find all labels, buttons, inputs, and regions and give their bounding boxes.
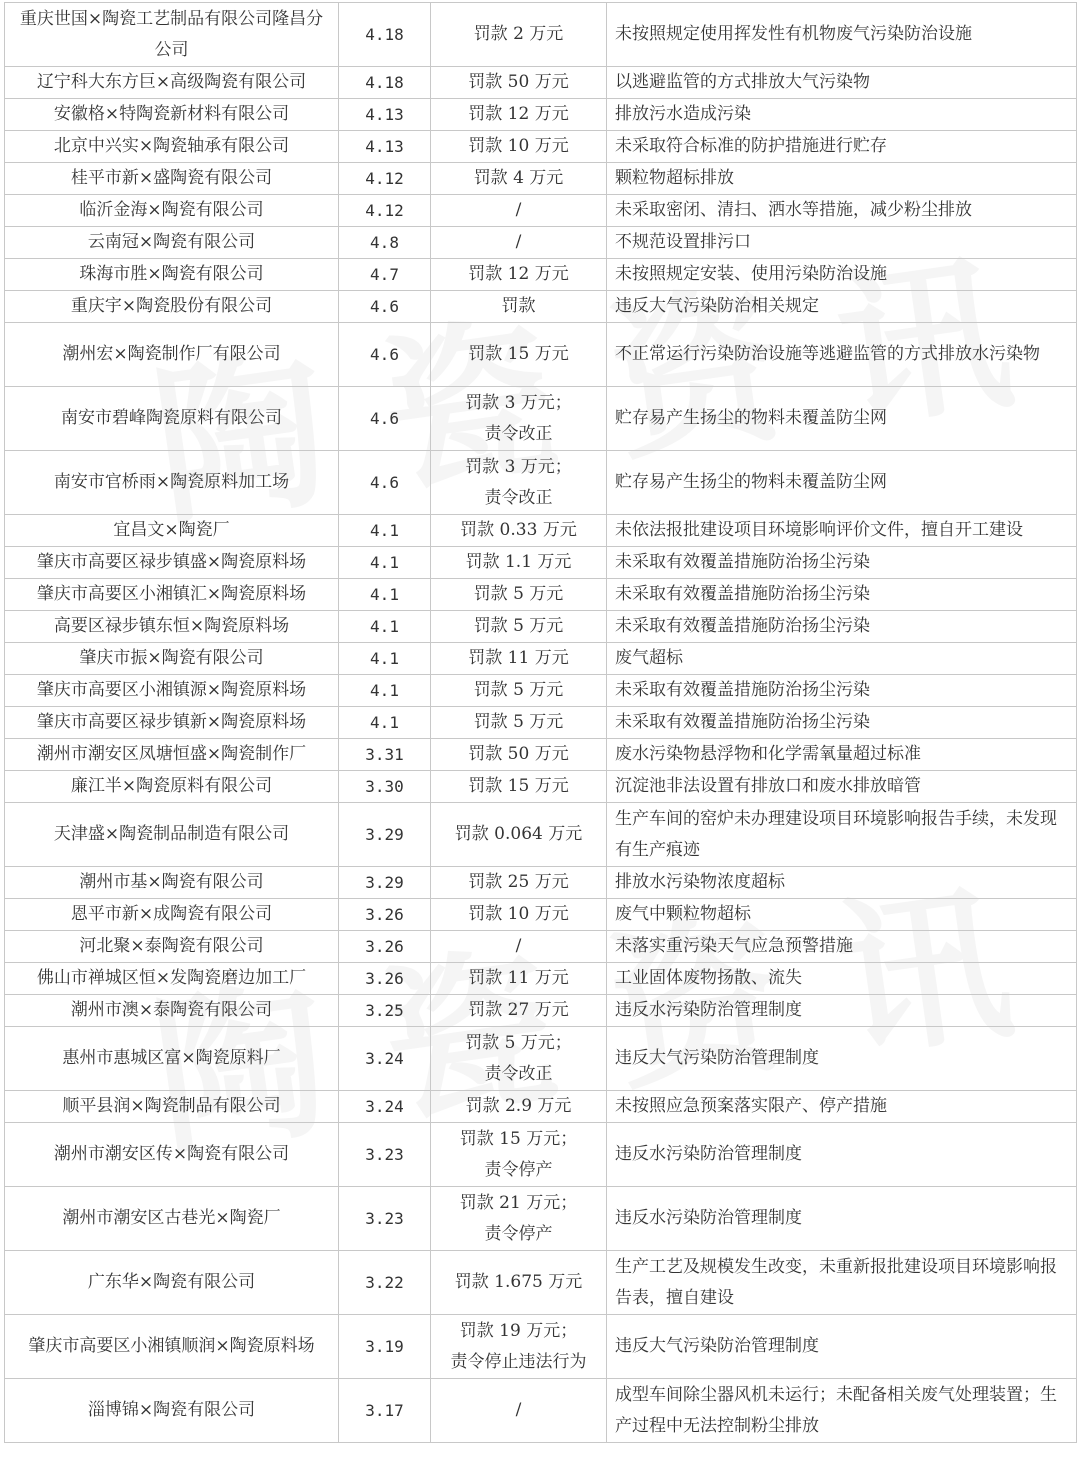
company-cell: 天津盛×陶瓷制品制造有限公司 <box>5 803 339 867</box>
company-cell: 珠海市胜×陶瓷有限公司 <box>5 259 339 291</box>
penalty-cell: 罚款 25 万元 <box>431 867 607 899</box>
penalty-cell: 罚款 15 万元 <box>431 323 607 387</box>
date-cell: 3.30 <box>339 771 431 803</box>
company-cell: 安徽格×特陶瓷新材料有限公司 <box>5 99 339 131</box>
date-cell: 4.1 <box>339 643 431 675</box>
company-cell: 潮州市潮安区传×陶瓷有限公司 <box>5 1123 339 1187</box>
penalty-cell: 罚款 5 万元 <box>431 675 607 707</box>
penalty-cell: / <box>431 195 607 227</box>
reason-cell: 不正常运行污染防治设施等逃避监管的方式排放水污染物 <box>607 323 1077 387</box>
date-cell: 4.6 <box>339 451 431 515</box>
table-row <box>5 803 1077 867</box>
date-cell: 3.23 <box>339 1123 431 1187</box>
penalty-table-body <box>5 3 1077 1443</box>
table-row <box>5 995 1077 1027</box>
company-cell: 桂平市新×盛陶瓷有限公司 <box>5 163 339 195</box>
penalty-cell: 罚款 5 万元； 责令改正 <box>431 1027 607 1091</box>
date-cell: 4.13 <box>339 131 431 163</box>
table-row <box>5 931 1077 963</box>
reason-cell: 以逃避监管的方式排放大气污染物 <box>607 67 1077 99</box>
table-row <box>5 899 1077 931</box>
reason-cell: 工业固体废物扬散、流失 <box>607 963 1077 995</box>
penalty-cell: 罚款 12 万元 <box>431 99 607 131</box>
date-cell: 4.1 <box>339 707 431 739</box>
date-cell: 4.8 <box>339 227 431 259</box>
table-row <box>5 643 1077 675</box>
table-row <box>5 323 1077 387</box>
reason-cell: 未采取有效覆盖措施防治扬尘污染 <box>607 547 1077 579</box>
penalty-cell: 罚款 12 万元 <box>431 259 607 291</box>
date-cell: 4.1 <box>339 611 431 643</box>
penalty-cell: 罚款 50 万元 <box>431 67 607 99</box>
reason-cell: 未采取有效覆盖措施防治扬尘污染 <box>607 707 1077 739</box>
table-row <box>5 99 1077 131</box>
company-cell: 重庆宇×陶瓷股份有限公司 <box>5 291 339 323</box>
date-cell: 3.25 <box>339 995 431 1027</box>
date-cell: 3.19 <box>339 1315 431 1379</box>
company-cell: 南安市碧峰陶瓷原料有限公司 <box>5 387 339 451</box>
date-cell: 3.24 <box>339 1091 431 1123</box>
penalty-cell: 罚款 21 万元； 责令停产 <box>431 1187 607 1251</box>
table-row <box>5 707 1077 739</box>
date-cell: 3.22 <box>339 1251 431 1315</box>
penalty-cell: 罚款 3 万元； 责令改正 <box>431 451 607 515</box>
reason-cell: 未采取有效覆盖措施防治扬尘污染 <box>607 675 1077 707</box>
date-cell: 3.29 <box>339 867 431 899</box>
reason-cell: 废气中颗粒物超标 <box>607 899 1077 931</box>
reason-cell: 未按照应急预案落实限产、停产措施 <box>607 1091 1077 1123</box>
reason-cell: 违反水污染防治管理制度 <box>607 995 1077 1027</box>
table-row <box>5 515 1077 547</box>
penalty-cell: 罚款 10 万元 <box>431 131 607 163</box>
company-cell: 佛山市禅城区恒×发陶瓷磨边加工厂 <box>5 963 339 995</box>
company-cell: 高要区禄步镇东恒×陶瓷原料场 <box>5 611 339 643</box>
reason-cell: 未按照规定安装、使用污染防治设施 <box>607 259 1077 291</box>
penalty-cell: / <box>431 227 607 259</box>
date-cell: 4.6 <box>339 291 431 323</box>
table-row <box>5 227 1077 259</box>
penalty-cell: 罚款 5 万元 <box>431 579 607 611</box>
penalty-cell: 罚款 0.064 万元 <box>431 803 607 867</box>
company-cell: 云南冠×陶瓷有限公司 <box>5 227 339 259</box>
company-cell: 肇庆市高要区小湘镇顺润×陶瓷原料场 <box>5 1315 339 1379</box>
penalty-cell: 罚款 2.9 万元 <box>431 1091 607 1123</box>
reason-cell: 未按照规定使用挥发性有机物废气污染防治设施 <box>607 3 1077 67</box>
table-row <box>5 387 1077 451</box>
table-row <box>5 579 1077 611</box>
penalty-cell: 罚款 4 万元 <box>431 163 607 195</box>
penalty-cell: 罚款 15 万元； 责令停产 <box>431 1123 607 1187</box>
date-cell: 4.12 <box>339 163 431 195</box>
reason-cell: 未采取有效覆盖措施防治扬尘污染 <box>607 611 1077 643</box>
table-row <box>5 675 1077 707</box>
table-row <box>5 131 1077 163</box>
date-cell: 4.1 <box>339 579 431 611</box>
date-cell: 4.7 <box>339 259 431 291</box>
company-cell: 肇庆市高要区禄步镇盛×陶瓷原料场 <box>5 547 339 579</box>
reason-cell: 违反水污染防治管理制度 <box>607 1123 1077 1187</box>
table-row <box>5 67 1077 99</box>
table-row <box>5 195 1077 227</box>
table-row <box>5 1315 1077 1379</box>
table-row <box>5 547 1077 579</box>
table-row <box>5 1027 1077 1091</box>
reason-cell: 排放水污染物浓度超标 <box>607 867 1077 899</box>
reason-cell: 未依法报批建设项目环境影响评价文件，擅自开工建设 <box>607 515 1077 547</box>
penalty-cell: 罚款 27 万元 <box>431 995 607 1027</box>
company-cell: 廉江半×陶瓷原料有限公司 <box>5 771 339 803</box>
reason-cell: 未采取符合标准的防护措施进行贮存 <box>607 131 1077 163</box>
company-cell: 广东华×陶瓷有限公司 <box>5 1251 339 1315</box>
table-row <box>5 451 1077 515</box>
reason-cell: 废水污染物悬浮物和化学需氧量超过标准 <box>607 739 1077 771</box>
reason-cell: 违反大气污染防治管理制度 <box>607 1315 1077 1379</box>
table-row <box>5 867 1077 899</box>
reason-cell: 生产车间的窑炉未办理建设项目环境影响报告手续，未发现有生产痕迹 <box>607 803 1077 867</box>
date-cell: 4.1 <box>339 675 431 707</box>
penalty-cell: 罚款 3 万元； 责令改正 <box>431 387 607 451</box>
reason-cell: 不规范设置排污口 <box>607 227 1077 259</box>
penalty-cell: / <box>431 1379 607 1443</box>
penalty-cell: 罚款 <box>431 291 607 323</box>
date-cell: 4.13 <box>339 99 431 131</box>
penalty-cell: 罚款 5 万元 <box>431 707 607 739</box>
company-cell: 临沂金海×陶瓷有限公司 <box>5 195 339 227</box>
penalty-cell: 罚款 2 万元 <box>431 3 607 67</box>
date-cell: 4.18 <box>339 67 431 99</box>
reason-cell: 违反水污染防治管理制度 <box>607 1187 1077 1251</box>
reason-cell: 未采取有效覆盖措施防治扬尘污染 <box>607 579 1077 611</box>
reason-cell: 贮存易产生扬尘的物料未覆盖防尘网 <box>607 451 1077 515</box>
company-cell: 恩平市新×成陶瓷有限公司 <box>5 899 339 931</box>
penalty-cell: 罚款 10 万元 <box>431 899 607 931</box>
penalty-cell: 罚款 5 万元 <box>431 611 607 643</box>
reason-cell: 未落实重污染天气应急预警措施 <box>607 931 1077 963</box>
reason-cell: 生产工艺及规模发生改变，未重新报批建设项目环境影响报告表，擅自建设 <box>607 1251 1077 1315</box>
date-cell: 4.1 <box>339 515 431 547</box>
date-cell: 3.26 <box>339 963 431 995</box>
table-row <box>5 1379 1077 1443</box>
table-row <box>5 259 1077 291</box>
penalty-cell: 罚款 19 万元； 责令停止违法行为 <box>431 1315 607 1379</box>
company-cell: 河北聚×泰陶瓷有限公司 <box>5 931 339 963</box>
table-row <box>5 1251 1077 1315</box>
penalty-cell: 罚款 15 万元 <box>431 771 607 803</box>
penalty-cell: 罚款 1.675 万元 <box>431 1251 607 1315</box>
date-cell: 3.31 <box>339 739 431 771</box>
penalty-cell: 罚款 1.1 万元 <box>431 547 607 579</box>
table-row <box>5 3 1077 67</box>
company-cell: 肇庆市高要区小湘镇源×陶瓷原料场 <box>5 675 339 707</box>
company-cell: 宜昌文×陶瓷厂 <box>5 515 339 547</box>
date-cell: 4.1 <box>339 547 431 579</box>
table-row <box>5 291 1077 323</box>
company-cell: 辽宁科大东方巨×高级陶瓷有限公司 <box>5 67 339 99</box>
penalty-cell: / <box>431 931 607 963</box>
date-cell: 4.12 <box>339 195 431 227</box>
company-cell: 顺平县润×陶瓷制品有限公司 <box>5 1091 339 1123</box>
table-row <box>5 1187 1077 1251</box>
table-row <box>5 963 1077 995</box>
penalty-cell: 罚款 11 万元 <box>431 643 607 675</box>
date-cell: 3.17 <box>339 1379 431 1443</box>
company-cell: 潮州宏×陶瓷制作厂有限公司 <box>5 323 339 387</box>
penalty-table <box>4 2 1077 1443</box>
company-cell: 肇庆市振×陶瓷有限公司 <box>5 643 339 675</box>
table-row <box>5 163 1077 195</box>
company-cell: 潮州市潮安区凤塘恒盛×陶瓷制作厂 <box>5 739 339 771</box>
company-cell: 南安市官桥雨×陶瓷原料加工场 <box>5 451 339 515</box>
date-cell: 3.26 <box>339 931 431 963</box>
company-cell: 肇庆市高要区禄步镇新×陶瓷原料场 <box>5 707 339 739</box>
table-row <box>5 1091 1077 1123</box>
date-cell: 4.18 <box>339 3 431 67</box>
reason-cell: 颗粒物超标排放 <box>607 163 1077 195</box>
reason-cell: 未采取密闭、清扫、洒水等措施，减少粉尘排放 <box>607 195 1077 227</box>
date-cell: 3.26 <box>339 899 431 931</box>
date-cell: 3.24 <box>339 1027 431 1091</box>
reason-cell: 沉淀池非法设置有排放口和废水排放暗管 <box>607 771 1077 803</box>
penalty-cell: 罚款 0.33 万元 <box>431 515 607 547</box>
date-cell: 4.6 <box>339 387 431 451</box>
reason-cell: 废气超标 <box>607 643 1077 675</box>
company-cell: 北京中兴实×陶瓷轴承有限公司 <box>5 131 339 163</box>
reason-cell: 排放污水造成污染 <box>607 99 1077 131</box>
company-cell: 潮州市潮安区古巷光×陶瓷厂 <box>5 1187 339 1251</box>
reason-cell: 违反大气污染防治管理制度 <box>607 1027 1077 1091</box>
date-cell: 3.23 <box>339 1187 431 1251</box>
company-cell: 惠州市惠城区富×陶瓷原料厂 <box>5 1027 339 1091</box>
table-row <box>5 739 1077 771</box>
penalty-cell: 罚款 11 万元 <box>431 963 607 995</box>
reason-cell: 贮存易产生扬尘的物料未覆盖防尘网 <box>607 387 1077 451</box>
date-cell: 4.6 <box>339 323 431 387</box>
company-cell: 重庆世国×陶瓷工艺制品有限公司隆昌分公司 <box>5 3 339 67</box>
company-cell: 淄博锦×陶瓷有限公司 <box>5 1379 339 1443</box>
company-cell: 潮州市基×陶瓷有限公司 <box>5 867 339 899</box>
company-cell: 肇庆市高要区小湘镇汇×陶瓷原料场 <box>5 579 339 611</box>
table-row <box>5 611 1077 643</box>
table-row <box>5 771 1077 803</box>
company-cell: 潮州市澳×泰陶瓷有限公司 <box>5 995 339 1027</box>
penalty-cell: 罚款 50 万元 <box>431 739 607 771</box>
table-row <box>5 1123 1077 1187</box>
reason-cell: 成型车间除尘器风机未运行；未配备相关废气处理装置；生产过程中无法控制粉尘排放 <box>607 1379 1077 1443</box>
reason-cell: 违反大气污染防治相关规定 <box>607 291 1077 323</box>
date-cell: 3.29 <box>339 803 431 867</box>
